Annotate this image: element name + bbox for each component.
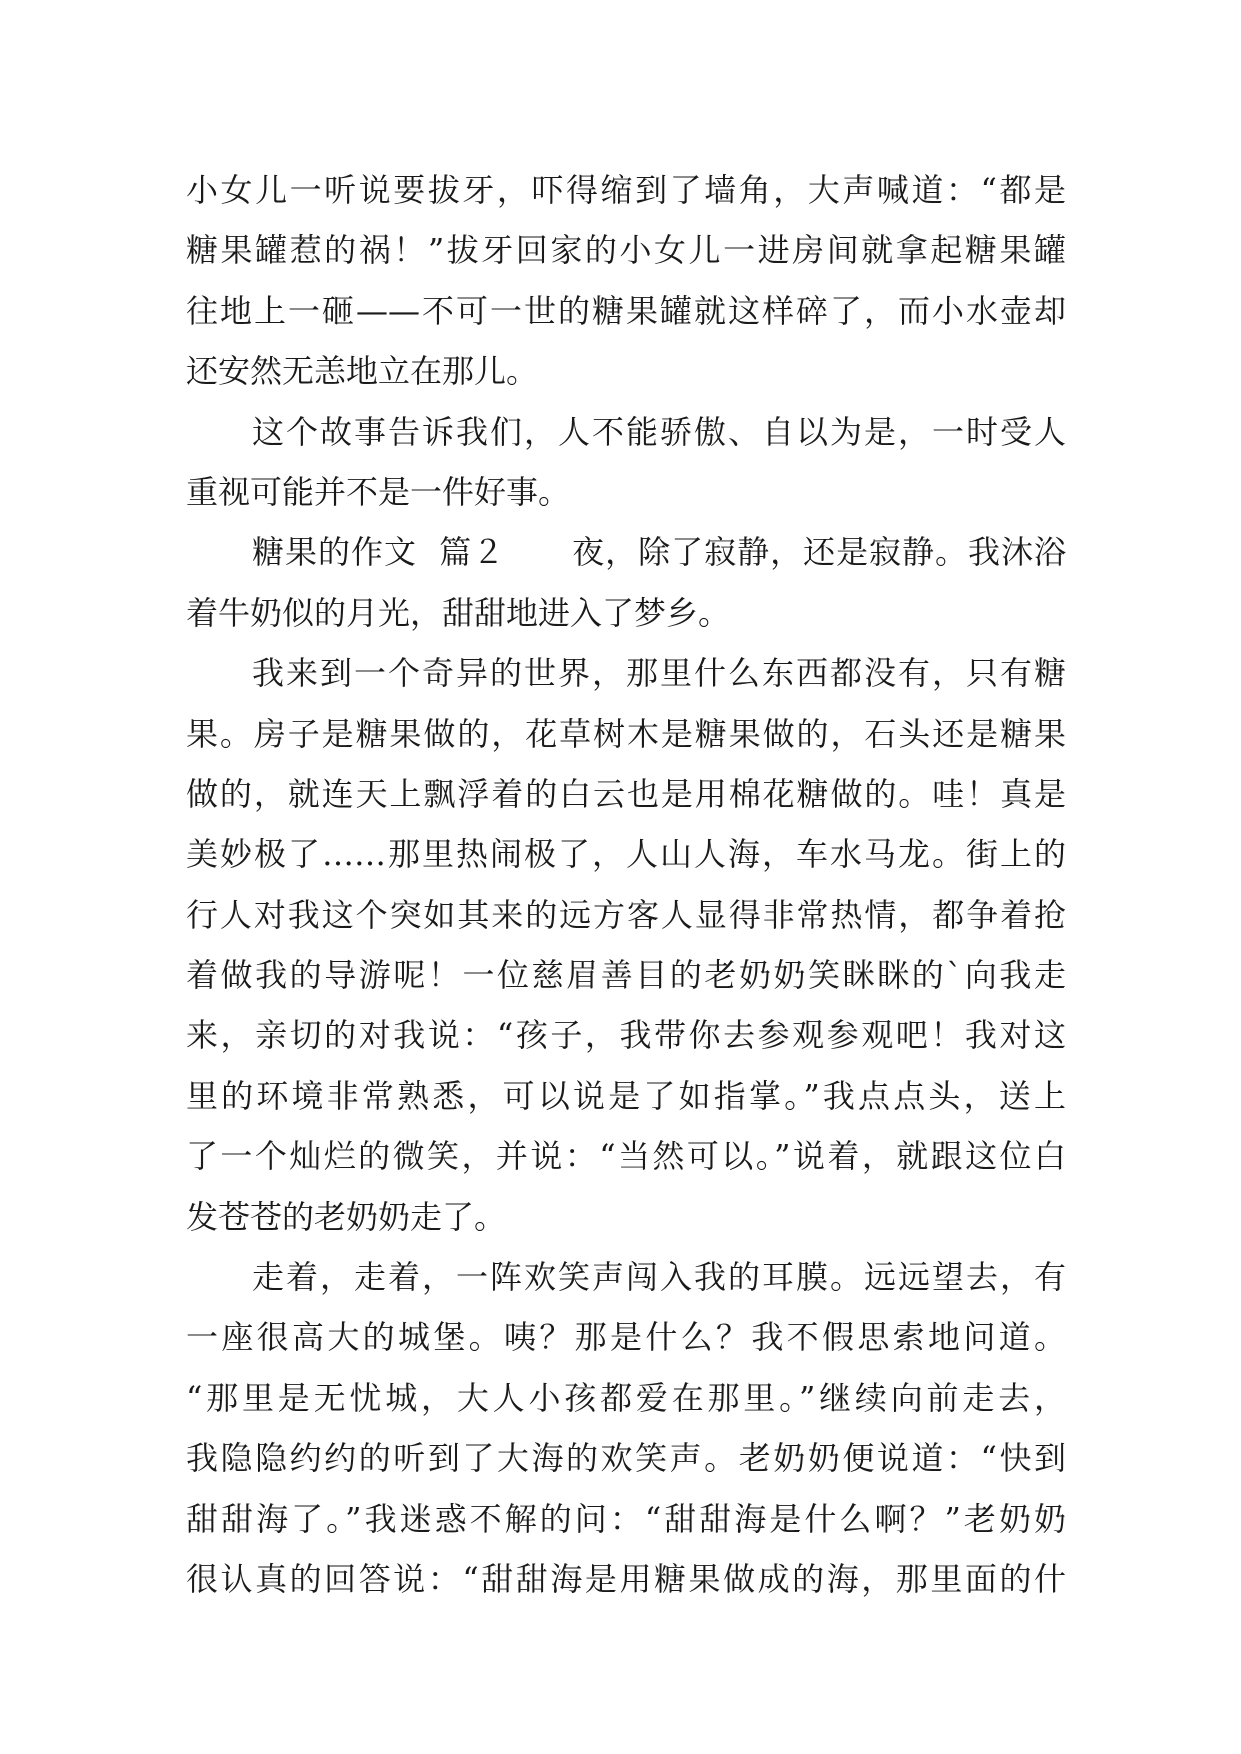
text-line: 了一个灿烂的微笑，并说：“当然可以。”说着，就跟这位白 [186, 1137, 1066, 1176]
text-line: 里的环境非常熟悉，可以说是了如指掌。”我点点头，送上 [186, 1076, 1066, 1115]
text-line: 糖果罐惹的祸！”拔牙回家的小女儿一进房间就拿起糖果罐 [186, 231, 1066, 270]
text-line: 甜甜海了。”我迷惑不解的问：“甜甜海是什么啊？”老奶奶 [186, 1499, 1066, 1538]
text-line: 我来到一个奇异的世界，那里什么东西都没有，只有糖 [252, 654, 1066, 693]
text-line: 美妙极了……那里热闹极了，人山人海，车水马龙。街上的 [186, 835, 1066, 874]
text-line: 很认真的回答说：“甜甜海是用糖果做成的海，那里面的什 [186, 1559, 1066, 1598]
text-line: 着牛奶似的月光，甜甜地进入了梦乡。 [186, 593, 731, 632]
text-line: “那里是无忧城，大人小孩都爱在那里。”继续向前走去， [186, 1378, 1066, 1417]
text-line: 小女儿一听说要拔牙，吓得缩到了墙角，大声喊道：“都是 [186, 171, 1066, 209]
text-line: 发苍苍的老奶奶走了。 [186, 1197, 507, 1236]
text-line: 做的，就连天上飘浮着的白云也是用棉花糖做的。哇！真是 [186, 774, 1066, 813]
text-line: 往地上一砸——不可一世的糖果罐就这样碎了，而小水壶却 [186, 291, 1066, 330]
text-line: 还安然无恙地立在那儿。 [186, 352, 539, 391]
text-line: 着做我的导游呢！一位慈眉善目的老奶奶笑眯眯的`向我走 [186, 956, 1066, 995]
text-line: 这个故事告诉我们，人不能骄傲、自以为是，一时受人 [252, 412, 1066, 451]
text-line: 行人对我这个突如其来的远方客人显得非常热情，都争着抢 [186, 895, 1066, 934]
body-text [186, 160, 1066, 1609]
text-line: 来，亲切的对我说：“孩子，我带你去参观参观吧！我对这 [186, 1016, 1066, 1055]
text-line: 走着，走着，一阵欢笑声闯入我的耳膜。远远望去，有 [252, 1258, 1066, 1297]
text-line: 果。房子是糖果做的，花草树木是糖果做的，石头还是糖果 [186, 714, 1066, 753]
section-heading-line: 糖果的作文 篇２ 夜，除了寂静，还是寂静。我沐浴 [252, 533, 1066, 572]
text-line: 重视可能并不是一件好事。 [186, 472, 571, 511]
text-line: 一座很高大的城堡。咦？那是什么？我不假思索地问道。 [186, 1318, 1066, 1357]
text-line: 我隐隐约约的听到了大海的欢笑声。老奶奶便说道：“快到 [186, 1439, 1066, 1478]
